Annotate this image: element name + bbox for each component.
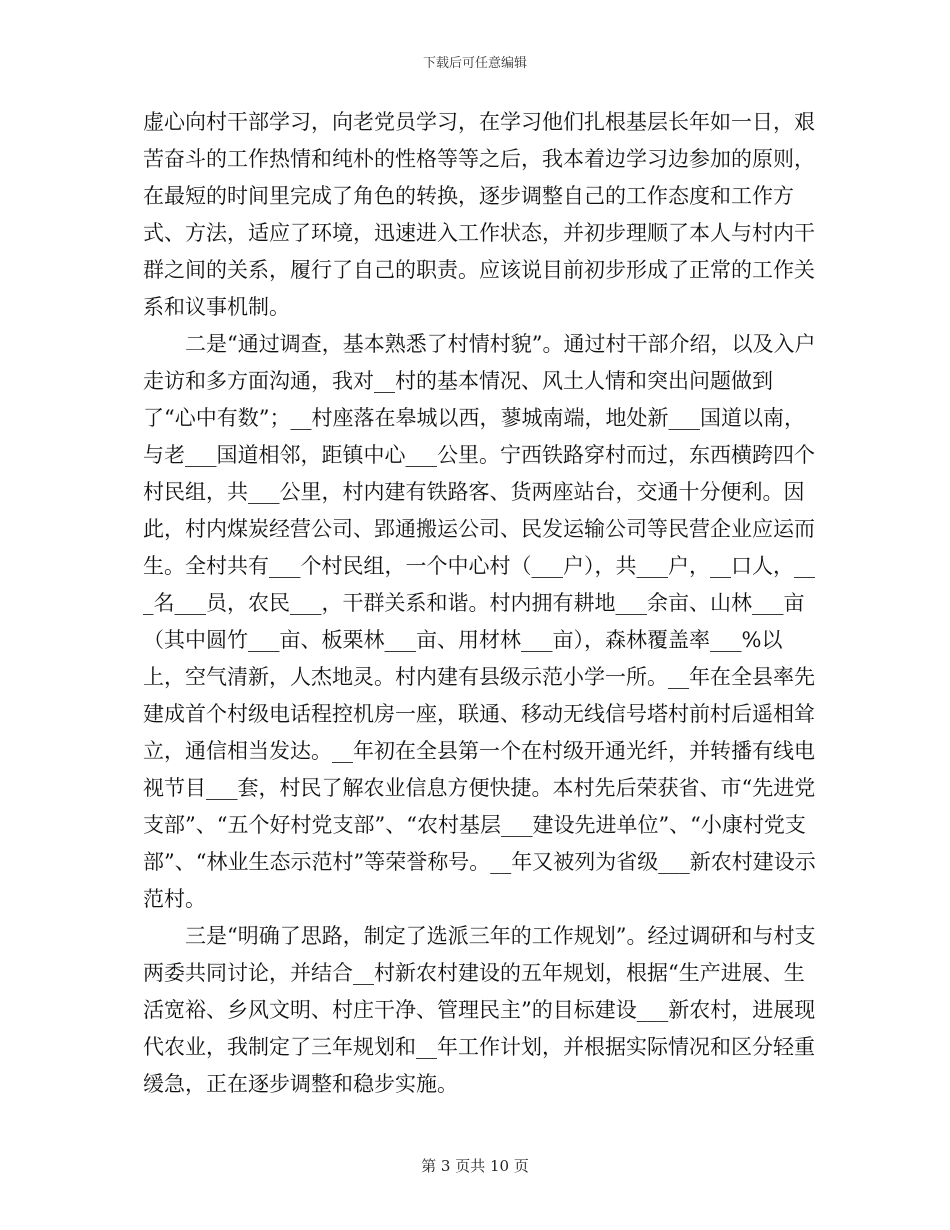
paragraph-2: 二是“通过调查，基本熟悉了村情村貌”。通过村干部介绍，以及入户走访和多方面沟通，我对__村的基本情况、风土人情和突出问题做到了“心中有数”；__村座落在皋城以西，蓼城南端，地处新___国道以南，与老___国道相邻，距镇中心___公里。宁西铁路穿村而过，东西横跨四个村民组，共___公里，村内建有铁路客、货两座站台，交通十分便利。因此，村内煤炭经营公司、郢通搬运公司、民发运输公司等民营企业应运而生。全村共有___个村民组，一个中心村（___户），共___户，__口人，___名___员，农民___，干群关系和谐。村内拥有耕地___余亩、山林___亩（其中圆竹___亩、板栗林___亩、用材林___亩），森林覆盖率___%以上，空气清新，人杰地灵。村内建有县级示范小学一所。__年在全县率先建成首个村级电话程控机房一座，联通、移动无线信号塔村前村后遥相耸立，通信相当发达。__年初在全县第一个在村级开通光纤，并转播有线电视节目___套，村民了解农业信息方便快捷。本村先后荣获省、市“先进党支部”、“五个好村党支部”、“农村基层___建设先进单位”、“小康村党支部”、“林业生态示范村”等荣誉称号。__年又被列为省级___新农村建设示范村。	[143, 332, 816, 911]
paragraph-1: 虚心向村干部学习，向老党员学习，在学习他们扎根基层长年如一日，艰苦奋斗的工作热情和纯朴的性格等等之后，我本着边学习边参加的原则，在最短的时间里完成了角色的转换，逐步调整自己的工作态度和工作方式、方法，适应了环境，迅速进入工作状态，并初步理顺了本人与村内干群之间的关系，履行了自己的职责。应该说目前初步形成了正常的工作关系和议事机制。	[143, 110, 815, 319]
paragraph-3: 三是“明确了思路，制定了选派三年的工作规划”。经过调研和与村支两委共同讨论，并结合__村新农村建设的五年规划，根据“生产进展、生活宽裕、乡风文明、村庄干净、管理民主”的目标建设___新农村，进展现代农业，我制定了三年规划和__年工作计划，并根据实际情况和区分轻重缓急，正在逐步调整和稳步实施。	[143, 924, 816, 1096]
page-footer: 第 3 页共 10 页	[421, 1157, 529, 1175]
document-body	[143, 104, 823, 1103]
page-header: 下载后可任意编辑	[422, 56, 527, 71]
